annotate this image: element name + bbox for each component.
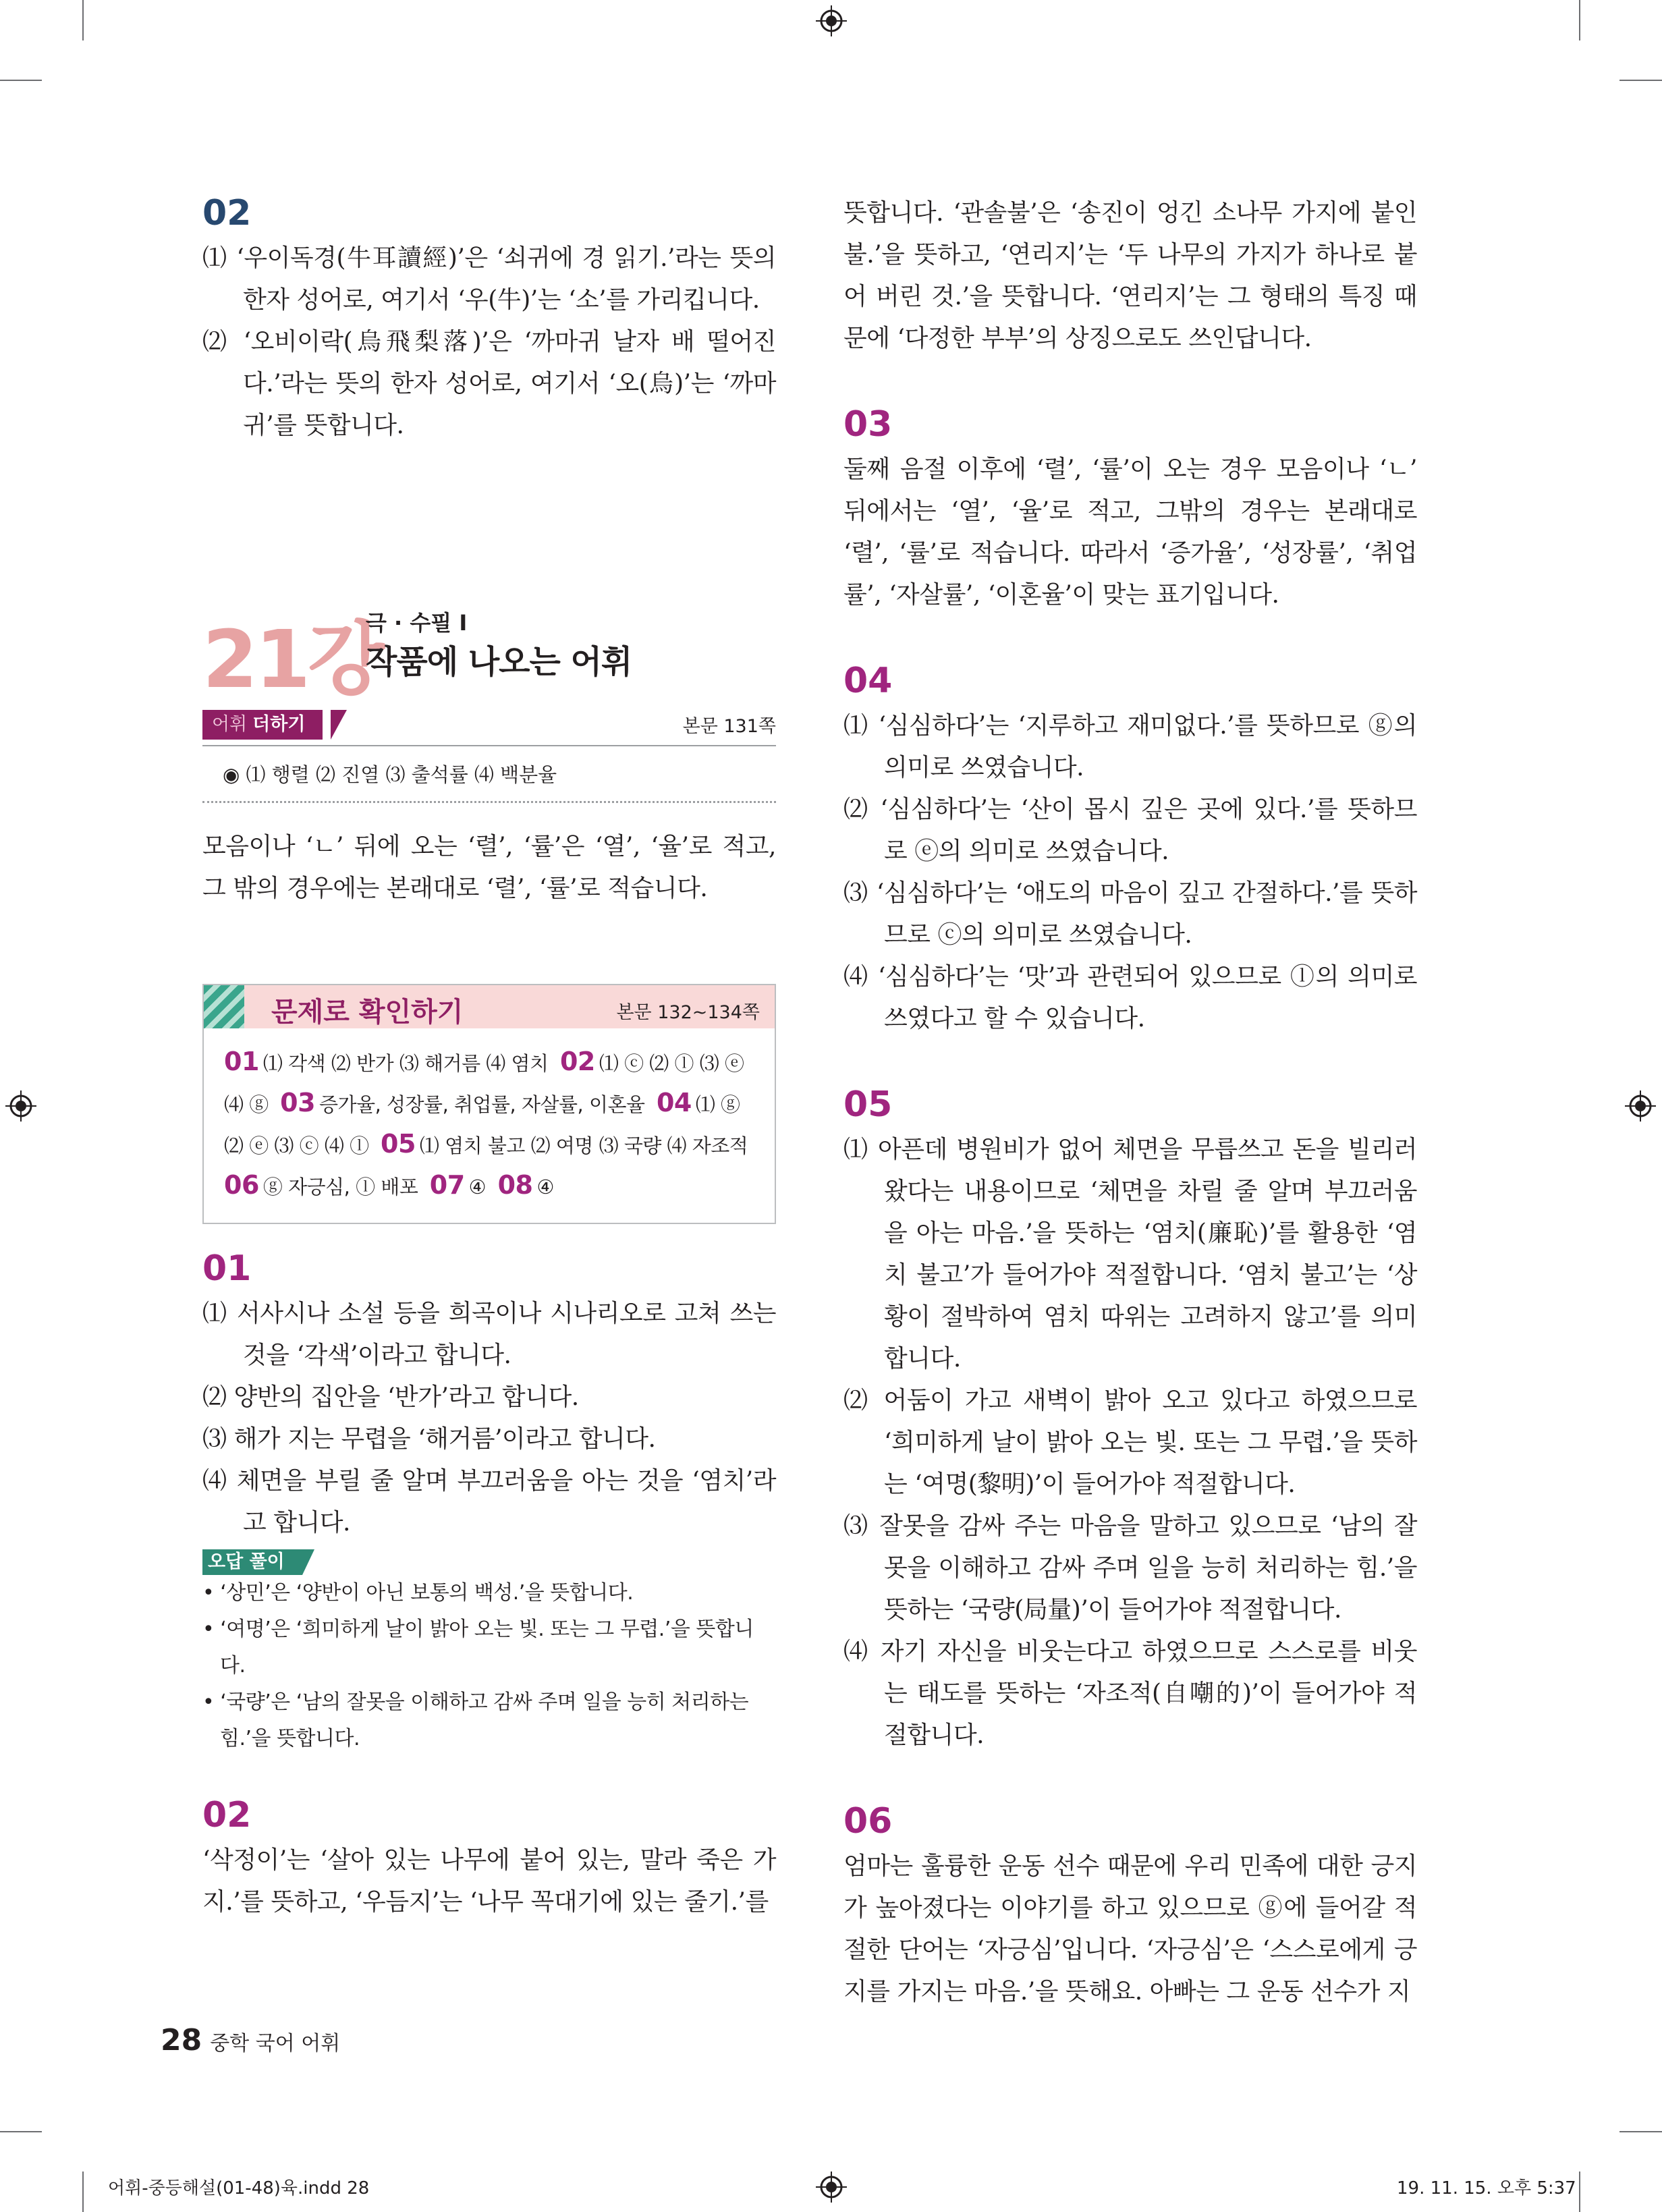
trim-mark xyxy=(1619,2131,1662,2132)
answer-item: ⑴ 아픈데 병원비가 없어 체면을 무릅쓰고 돈을 빌리러 왔다는 내용이므로 ‘체면을 차릴 줄 알며 부끄러움을 아는 마음.’을 뜻하는 ‘염치(廉恥)’를 활용한 ‘염치 불고’가 들어가야 적절합니다. ‘염치 불고’는 ‘상황이 절박하여 염치 따위는 고려하지 않고’를 의미합니다. xyxy=(843,1136,1417,1373)
answer-item: ⑴ 서사시나 소설 등을 희곡이나 시나리오로 고쳐 쓰는 것을 ‘각색’이라고 합니다. xyxy=(202,1300,776,1369)
vocab-plus-tag xyxy=(202,710,323,740)
answer-number: 08 xyxy=(497,1170,533,1200)
question-heading: 03 xyxy=(843,404,893,445)
trim-mark xyxy=(1619,80,1662,81)
answer-number: 06 xyxy=(224,1170,259,1200)
answer-item: ⑵ 어둠이 가고 새벽이 밝아 오고 있다고 하였으므로 ‘희미하게 날이 밝아 오는 빛. 또는 그 무렵.’을 뜻하는 ‘여명(黎明)’이 들어가야 적절합니다. xyxy=(843,1387,1417,1498)
right-column xyxy=(843,192,1417,2013)
answer-key-entry xyxy=(429,1170,487,1200)
answer-key-entry xyxy=(497,1170,554,1200)
tag-corner xyxy=(302,1549,314,1575)
bullet-item: • ‘국량’은 ‘남의 잘못을 이해하고 감싸 주며 일을 능히 처리하는 힘.’을 뜻합니다. xyxy=(202,1690,749,1750)
answer-item: ⑶ ‘심심하다’는 ‘애도의 마음이 깊고 간절하다.’를 뜻하므로 ⓒ의 의미로 쓰였습니다. xyxy=(843,879,1417,949)
check-answers-box xyxy=(202,984,776,1224)
answer-number: 04 xyxy=(656,1088,692,1117)
trim-mark xyxy=(0,2131,42,2132)
answer-paragraph: 뜻합니다. ‘관솔불’은 ‘송진이 엉긴 소나무 가지에 붙인 불.’을 뜻하고, ‘연리지’는 ‘두 나무의 가지가 하나로 붙어 버린 것.’을 뜻합니다. ‘연리지’는 그 형태의 특징 때문에 ‘다정한 부부’의 상징으로도 쓰인답니다. xyxy=(843,199,1417,352)
vocab-plus-tag-label: 더하기 xyxy=(252,714,306,735)
answer-item: ⑶ 해가 지는 무렵을 ‘해거름’이라고 합니다. xyxy=(202,1425,656,1453)
lecture-header xyxy=(202,602,776,706)
page-reference: 본문 132~134쪽 xyxy=(616,1002,760,1023)
answer-item: ⑵ ‘심심하다’는 ‘산이 몹시 깊은 곳에 있다.’를 뜻하므로 ⓔ의 의미로 쓰였습니다. xyxy=(843,796,1417,865)
tag-corner xyxy=(331,710,347,740)
trim-mark xyxy=(82,2172,84,2212)
print-slug-file: 어휘-중등해설(01-48)육.indd 28 xyxy=(108,2178,370,2199)
registration-mark-icon xyxy=(5,1090,36,1122)
registration-mark-icon xyxy=(816,2172,847,2203)
question-heading: 06 xyxy=(843,1801,893,1842)
answer-item: ⑷ 체면을 부릴 줄 알며 부끄러움을 아는 것을 ‘염치’라고 합니다. xyxy=(202,1467,776,1537)
page-footer xyxy=(161,2023,340,2057)
answer-number: 03 xyxy=(280,1088,316,1117)
book-title: 중학 국어 어휘 xyxy=(210,2032,341,2055)
answer-item: ⑶ 잘못을 감싸 주는 마음을 말하고 있으므로 ‘남의 잘못을 이해하고 감싸 주며 일을 능히 처리하는 힘.’을 뜻하는 ‘국량(局量)’이 들어가야 적절합니다. xyxy=(843,1512,1417,1624)
answer-paragraph: 엄마는 훌륭한 운동 선수 때문에 우리 민족에 대한 긍지가 높아졌다는 이야기를 하고 있으므로 ⓖ에 들어갈 적절한 단어는 ‘자긍심’입니다. ‘자긍심’은 ‘스스로에게 긍지를 가지는 마음.’을 뜻해요. 아빠는 그 운동 선수가 지 xyxy=(843,1852,1417,2006)
left-column xyxy=(202,193,776,1923)
print-slug-datetime: 19. 11. 15. 오후 5:37 xyxy=(1397,2178,1576,2199)
answer-text: ④ xyxy=(536,1176,554,1198)
answer-key-entry xyxy=(381,1129,748,1159)
vocab-plus-answers: ◉ ⑴ 행렬 ⑵ 진열 ⑶ 출석률 ⑷ 백분율 xyxy=(202,746,776,803)
answer-text: ⑴ ⓒ ⑵ ⓛ ⑶ ⓔ ⑷ ⓖ xyxy=(224,1052,744,1116)
check-answers-header xyxy=(204,985,775,1028)
lecture-title: 작품에 나오는 어휘 xyxy=(366,643,632,681)
answer-number: 07 xyxy=(429,1170,465,1200)
question-heading: 01 xyxy=(202,1248,252,1289)
trim-mark xyxy=(1579,2172,1580,2212)
vocab-plus-tag-prefix: 어휘 xyxy=(212,714,248,735)
answer-text: ④ xyxy=(468,1176,487,1198)
answer-item: ⑴ ‘우이독경(牛耳讀經)’은 ‘쇠귀에 경 읽기.’라는 뜻의 한자 성어로, 여기서 ‘우(牛)’는 ‘소’를 가리킵니다. xyxy=(202,244,776,314)
wrong-answer-tag-label: 오답 풀이 xyxy=(208,1551,285,1572)
page-number: 28 xyxy=(161,2023,202,2057)
bullet-item: • ‘상민’은 ‘양반이 아닌 보통의 백성.’을 뜻합니다. xyxy=(202,1581,634,1605)
registration-mark-icon xyxy=(816,5,847,36)
check-answers-title: 문제로 확인하기 xyxy=(271,997,464,1028)
answer-number: 02 xyxy=(559,1047,595,1076)
question-heading: 04 xyxy=(843,661,893,701)
answer-key-entry xyxy=(224,1047,549,1076)
answer-key-entry xyxy=(224,1170,418,1200)
answer-item: ⑵ 양반의 집안을 ‘반가’라고 합니다. xyxy=(202,1383,579,1411)
vocab-plus-header xyxy=(202,707,776,746)
trim-mark xyxy=(1579,0,1580,40)
wrong-answer-tag xyxy=(202,1549,302,1575)
answer-paragraph: ‘삭정이’는 ‘살아 있는 나무에 붙어 있는, 말라 죽은 가지.’를 뜻하고, ‘우듬지’는 ‘나무 꼭대기에 있는 줄기.’를 xyxy=(202,1846,776,1916)
answer-item: ⑵ ‘오비이락(烏飛梨落)’은 ‘까마귀 날자 배 떨어진다.’라는 뜻의 한자 성어로, 여기서 ‘오(烏)’는 ‘까마귀’를 뜻합니다. xyxy=(202,328,776,439)
answer-number: 05 xyxy=(381,1129,416,1159)
answer-key-entry xyxy=(280,1088,645,1117)
answer-text: 증가율, 성장률, 취업률, 자살률, 이혼율 xyxy=(319,1093,645,1116)
lecture-subtitle: 극 · 수필 Ⅰ xyxy=(366,610,468,636)
answer-number: 01 xyxy=(224,1047,259,1076)
bullet-item: • ‘여명’은 ‘희미하게 날이 밝아 오는 빛. 또는 그 무렵.’을 뜻합니다. xyxy=(202,1617,754,1678)
page-reference: 본문 131쪽 xyxy=(682,716,776,737)
answer-text: ⑴ ⓖ ⑵ ⓔ ⑶ ⓒ ⑷ ⓛ xyxy=(224,1093,740,1157)
question-heading: 05 xyxy=(843,1084,893,1125)
answer-item: ⑷ 자기 자신을 비웃는다고 하였으므로 스스로를 비웃는 태도를 뜻하는 ‘자조적(自嘲的)’이 들어가야 적절합니다. xyxy=(843,1638,1417,1749)
vocab-plus-explanation: 모음이나 ‘ㄴ’ 뒤에 오는 ‘렬’, ‘률’은 ‘열’, ‘율’로 적고, 그 밖의 경우에는 본래대로 ‘렬’, ‘률’로 적습니다. xyxy=(202,833,776,902)
trim-mark xyxy=(0,80,42,81)
answer-text: ⑴ 각색 ⑵ 반가 ⑶ 해거름 ⑷ 염치 xyxy=(262,1052,549,1075)
stripe-decoration xyxy=(204,985,244,1028)
answer-key xyxy=(204,1028,775,1223)
question-heading: 02 xyxy=(202,1795,252,1835)
answer-text: ⓖ 자긍심, ⓛ 배포 xyxy=(262,1176,418,1198)
registration-mark-icon xyxy=(1625,1090,1656,1122)
question-heading: 02 xyxy=(202,193,252,233)
answer-text: ⑴ 염치 불고 ⑵ 여명 ⑶ 국량 ⑷ 자조적 xyxy=(419,1134,748,1157)
lecture-number: 21강 xyxy=(202,613,383,706)
answer-paragraph: 둘째 음절 이후에 ‘렬’, ‘률’이 오는 경우 모음이나 ‘ㄴ’ 뒤에서는 ‘열’, ‘율’로 적고, 그밖의 경우는 본래대로 ‘렬’, ‘률’로 적습니다. 따라서 ‘증가율’, ‘성장률’, ‘취업률’, ‘자살률’, ‘이혼율’이 맞는 표기입니다. xyxy=(843,455,1417,609)
trim-mark xyxy=(82,0,84,40)
answer-item: ⑴ ‘심심하다’는 ‘지루하고 재미없다.’를 뜻하므로 ⓖ의 의미로 쓰였습니다. xyxy=(843,712,1417,781)
answer-item: ⑷ ‘심심하다’는 ‘맛’과 관련되어 있으므로 ⓛ의 의미로 쓰였다고 할 수 있습니다. xyxy=(843,963,1417,1032)
